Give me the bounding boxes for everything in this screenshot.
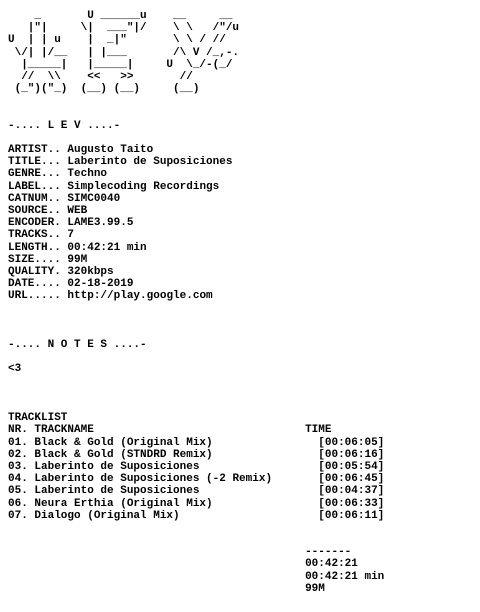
- track-name: Black & Gold (Original Mix): [34, 436, 213, 449]
- total-length: 00:42:21 min: [305, 570, 385, 583]
- totals-separator: -------: [305, 546, 352, 559]
- info-key: LENGTH..: [8, 241, 68, 254]
- logo-art-line: \/| |/__ | |___ /\ V /_,-.: [8, 46, 240, 59]
- tracklist-title: TRACKLIST: [8, 412, 68, 425]
- track-number: 05.: [8, 485, 35, 498]
- info-value: LAME3.99.5: [67, 217, 134, 230]
- info-row-label: [8, 181, 384, 193]
- info-key: TRACKS..: [8, 229, 68, 242]
- info-value: 99M: [67, 253, 88, 266]
- info-value: http://play.google.com: [67, 290, 213, 303]
- info-value: Laberinto de Suposiciones: [67, 156, 233, 169]
- track-name: Laberinto de Suposiciones: [34, 460, 200, 473]
- tracklist-header-row: [8, 424, 384, 436]
- info-row-url: [8, 290, 384, 302]
- info-row-catnum: [8, 193, 384, 205]
- info-row-tracks: [8, 229, 384, 241]
- logo-art-line: |_____| |_____| U \_/-(_/: [8, 58, 233, 71]
- info-row-quality: [8, 266, 384, 278]
- track-name: Dialogo (Original Mix): [34, 509, 180, 522]
- info-key: CATNUM..: [8, 192, 68, 205]
- logo-art-line: _ U ______u __ __: [8, 10, 233, 22]
- track-number: 07.: [8, 509, 35, 522]
- track-name: Black & Gold (STNDRD Remix): [34, 448, 213, 461]
- info-row-artist: [8, 144, 384, 156]
- info-row-genre: [8, 168, 384, 180]
- info-value: SIMC0040: [67, 192, 121, 205]
- info-value: 00:42:21 min: [67, 241, 147, 254]
- track-row: [8, 510, 384, 522]
- track-time: [00:05:54]: [318, 460, 385, 473]
- notes-header: -.... N O T E S ....-: [8, 339, 147, 352]
- track-number: 02.: [8, 448, 35, 461]
- info-key: URL.....: [8, 290, 68, 303]
- info-key: LABEL...: [8, 180, 68, 193]
- column-nr: NR.: [8, 424, 35, 437]
- info-key: TITLE...: [8, 156, 68, 169]
- info-key: GENRE...: [8, 168, 68, 181]
- total-size: 99M: [305, 582, 325, 595]
- info-value: WEB: [67, 205, 88, 217]
- info-value: Simplecoding Recordings: [67, 180, 220, 193]
- track-time: [00:06:11]: [318, 509, 385, 522]
- column-time: TIME: [305, 424, 332, 437]
- track-number: 04.: [8, 473, 35, 486]
- info-key: ENCODER.: [8, 217, 68, 230]
- track-row: [8, 485, 384, 497]
- logo-art-line: (_")("_) (__) (__) (__): [8, 83, 200, 96]
- track-time: [00:06:16]: [318, 448, 385, 461]
- track-row: [8, 498, 384, 510]
- track-row: [8, 437, 384, 449]
- logo-art-line: // \\ << >> //: [8, 70, 193, 83]
- info-key: QUALITY.: [8, 265, 68, 278]
- info-key: SOURCE..: [8, 205, 68, 217]
- track-number: 03.: [8, 460, 35, 473]
- track-time: [00:06:33]: [318, 497, 385, 510]
- info-row-source: [8, 205, 384, 217]
- logo-art-line: U | | u | _|" \ \ / //: [8, 34, 226, 47]
- track-name: Neura Erthia (Original Mix): [34, 497, 213, 510]
- total-time: 00:42:21: [305, 558, 358, 571]
- info-key: DATE....: [8, 278, 68, 291]
- track-time: [00:06:45]: [318, 473, 385, 486]
- notes-text: <3: [8, 363, 22, 376]
- info-row-encoder: [8, 217, 384, 229]
- logo-art-line: |"| \| ___"|/ \ \ /"/u: [8, 22, 240, 35]
- track-number: 01.: [8, 436, 35, 449]
- info-key: SIZE....: [8, 253, 68, 266]
- track-number: 06.: [8, 497, 35, 510]
- track-time: [00:06:05]: [318, 436, 385, 449]
- column-trackname: TRACKNAME: [34, 424, 94, 437]
- release-header: -.... L E V ....-: [8, 119, 121, 132]
- nfo-document: [8, 10, 384, 595]
- info-value: 320kbps: [67, 265, 114, 278]
- track-name: Laberinto de Suposiciones: [34, 485, 200, 498]
- info-value: Techno: [67, 168, 108, 181]
- info-row-date: [8, 278, 384, 290]
- info-row-size: [8, 254, 384, 266]
- track-row: [8, 461, 384, 473]
- track-row: [8, 449, 384, 461]
- info-row-length: [8, 242, 384, 254]
- info-value: 02-18-2019: [67, 278, 134, 291]
- info-value: Augusto Taito: [67, 144, 154, 157]
- track-name: Laberinto de Suposiciones (-2 Remix): [34, 473, 273, 486]
- track-time: [00:04:37]: [318, 485, 385, 498]
- info-value: 7: [67, 229, 75, 242]
- info-key: ARTIST..: [8, 144, 68, 157]
- track-row: [8, 473, 384, 485]
- info-row-title: [8, 156, 384, 168]
